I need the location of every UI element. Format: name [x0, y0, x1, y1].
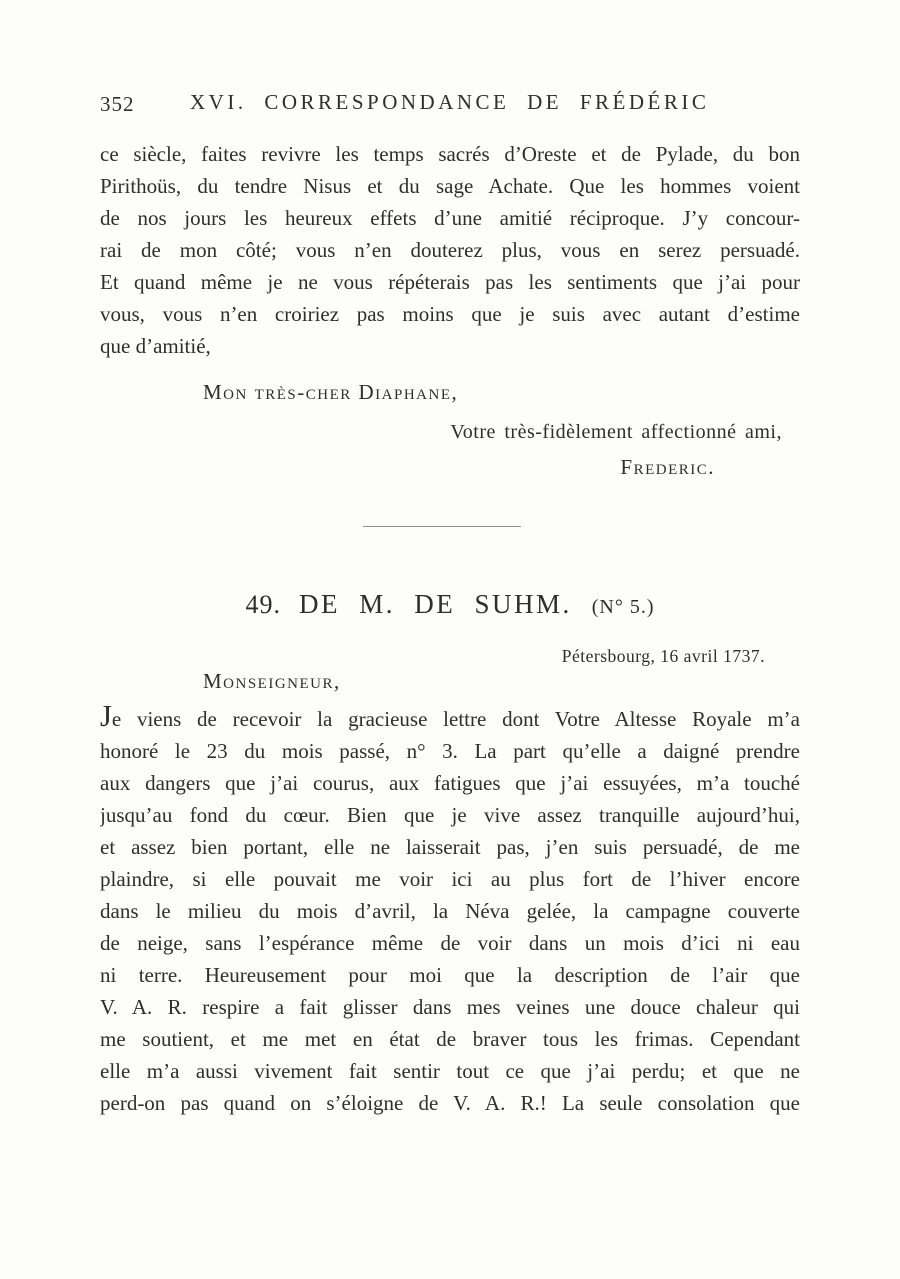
text-line: plaindre, si elle pouvait me voir ici au plus fort de l’hiver encore [100, 867, 800, 891]
letter-49-title: DE M. DE SUHM. [298, 589, 572, 619]
letter-48-body [100, 138, 800, 362]
text-line: vous, vous n’en croiriez pas moins que je suis avec autant d’estime [100, 302, 800, 326]
text-line: que d’amitié, [100, 334, 211, 358]
letter-48-closing: Votre très-fidèlement affectionné ami, [450, 421, 782, 443]
text-line: de neige, sans l’espérance même de voir dans un mois d’ici ni eau [100, 931, 800, 955]
letter-49-number: 49. [245, 590, 281, 619]
text-line: et assez bien portant, elle ne laisserait pas, j’en suis persuadé, de me [100, 835, 800, 859]
text-line: rai de mon côté; vous n’en douterez plus, vous en serez persuadé. [100, 238, 800, 262]
text-line: honoré le 23 du mois passé, n° 3. La part qu’elle a daigné prendre [100, 739, 800, 763]
text-line: de nos jours les heureux effets d’une amitié réciproque. J’y concour- [100, 206, 800, 230]
text-line: Pirithoüs, du tendre Nisus et du sage Achate. Que les hommes voient [100, 174, 800, 198]
letter-49-body [100, 703, 800, 1119]
letter-49-heading [100, 589, 800, 620]
section-divider-rule [363, 526, 521, 527]
letter-49-note: (N° 5.) [591, 596, 655, 618]
letter-49-dateline: Pétersbourg, 16 avril 1737. [561, 646, 765, 666]
text-line: ni terre. Heureusement pour moi que la description de l’air que [100, 963, 800, 987]
text-block [100, 0, 800, 1119]
running-header [100, 90, 800, 118]
text-line: Je viens de recevoir la gracieuse lettre dont Votre Altesse Royale m’a [100, 703, 800, 733]
letter-49-salutation: Monseigneur, [203, 669, 341, 693]
letter-48-salutation: Mon très-cher Diaphane, [203, 380, 459, 404]
text-line: jusqu’au fond du cœur. Bien que je vive assez tranquille aujourd’hui, [100, 803, 800, 827]
text-line: elle m’a aussi vivement fait sentir tout ce que j’ai perdu; et que ne [100, 1059, 800, 1083]
text-line: Et quand même je ne vous répéterais pas les sentiments que j’ai pour [100, 270, 800, 294]
text-line: ce siècle, faites revivre les temps sacrés d’Oreste et de Pylade, du bon [100, 142, 800, 166]
text-line: perd-on pas quand on s’éloigne de V. A. R.! La seule consolation que [100, 1091, 800, 1115]
running-title: XVI. CORRESPONDANCE DE FRÉDÉRIC [190, 90, 710, 114]
letter-48-signature: Frederic. [620, 455, 715, 479]
page-number: 352 [100, 92, 135, 116]
text-line: V. A. R. respire a fait glisser dans mes veines une douce chaleur qui [100, 995, 800, 1019]
text-line: aux dangers que j’ai courus, aux fatigues que j’ai essuyées, m’a touché [100, 771, 800, 795]
text-line: dans le milieu du mois d’avril, la Néva gelée, la campagne couverte [100, 899, 800, 923]
text-line: me soutient, et me met en état de braver tous les frimas. Cependant [100, 1027, 800, 1051]
